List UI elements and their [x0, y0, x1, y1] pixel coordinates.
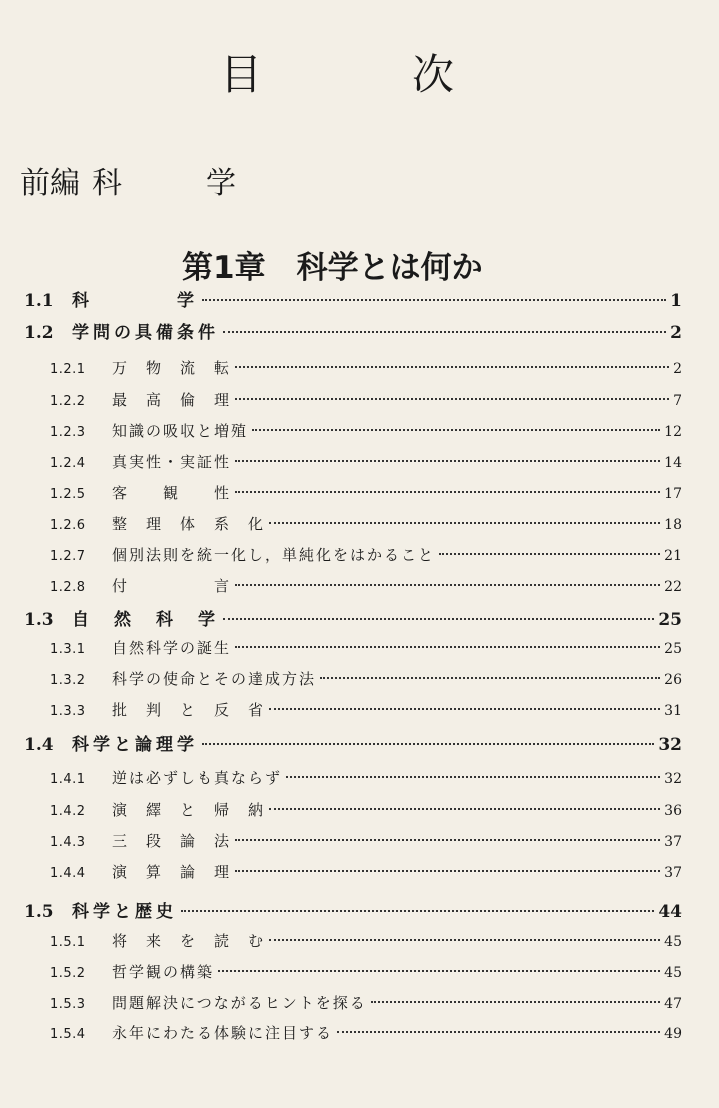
toc-section-entry[interactable] — [24, 605, 682, 635]
entry-label: 科学と歴史 — [72, 902, 177, 922]
toc-subsection-entry[interactable] — [50, 830, 682, 860]
entry-page-number: 1 — [670, 291, 682, 311]
toc-heading-char-1: 目 — [220, 50, 263, 99]
toc-subsection-entry[interactable] — [50, 668, 682, 698]
part-prefix: 前編 — [20, 166, 80, 201]
entry-label: 自然科学の誕生 — [112, 639, 232, 657]
dot-leader — [202, 743, 654, 745]
entry-number: 1.3.2 — [50, 673, 86, 688]
entry-label: 科学と論理学 — [72, 735, 198, 755]
dot-leader — [252, 429, 660, 431]
dot-leader — [337, 1031, 660, 1033]
dot-leader — [235, 646, 660, 648]
entry-label: 万 物 流 転 — [112, 359, 232, 377]
entry-number: 1.5.4 — [50, 1027, 86, 1042]
entry-label: 知識の吸収と増殖 — [112, 422, 249, 440]
dot-leader — [202, 299, 666, 301]
entry-page-number: 31 — [664, 703, 682, 719]
dot-leader — [218, 970, 660, 972]
entry-page-number: 7 — [673, 393, 682, 409]
entry-page-number: 37 — [664, 834, 682, 850]
entry-label: 整 理 体 系 化 — [112, 515, 266, 533]
dot-leader — [286, 776, 660, 778]
entry-label: 自 然 科 学 — [72, 610, 219, 630]
entry-number: 1.4.1 — [50, 772, 86, 787]
entry-page-number: 47 — [664, 996, 682, 1012]
toc-subsection-entry[interactable] — [50, 961, 682, 991]
entry-number: 1.4.2 — [50, 804, 86, 819]
toc-section-entry[interactable] — [24, 730, 682, 760]
entry-number: 1.2.5 — [50, 487, 86, 502]
entry-label: 客 観 性 — [112, 484, 232, 502]
toc-subsection-entry[interactable] — [50, 357, 682, 387]
entry-number: 1.2.6 — [50, 518, 86, 533]
toc-subsection-entry[interactable] — [50, 930, 682, 960]
dot-leader — [439, 553, 660, 555]
entry-label: 永年にわたる体験に注目する — [112, 1024, 334, 1042]
entry-label: 科 学 — [72, 291, 198, 311]
entry-page-number: 37 — [664, 865, 682, 881]
entry-number: 1.4.3 — [50, 835, 86, 850]
entry-number: 1.5 — [24, 902, 54, 922]
toc-section-entry[interactable] — [24, 897, 682, 927]
entry-page-number: 49 — [664, 1026, 682, 1042]
dot-leader — [235, 460, 660, 462]
entry-label: 付 言 — [112, 577, 232, 595]
entry-page-number: 26 — [664, 672, 682, 688]
toc-section-entry[interactable] — [24, 286, 682, 316]
entry-page-number: 17 — [664, 486, 682, 502]
dot-leader — [235, 398, 669, 400]
entry-number: 1.1 — [24, 291, 54, 311]
toc-subsection-entry[interactable] — [50, 389, 682, 419]
entry-page-number: 25 — [658, 610, 682, 630]
entry-page-number: 32 — [664, 771, 682, 787]
entry-page-number: 36 — [664, 803, 682, 819]
entry-label: 三 段 論 法 — [112, 832, 232, 850]
dot-leader — [235, 366, 669, 368]
toc-subsection-entry[interactable] — [50, 799, 682, 829]
dot-leader — [223, 331, 666, 333]
entry-page-number: 14 — [664, 455, 682, 471]
entry-label: 批 判 と 反 省 — [112, 701, 266, 719]
toc-subsection-entry[interactable] — [50, 482, 682, 512]
toc-section-entry[interactable] — [24, 318, 682, 348]
entry-label: 真実性・実証性 — [112, 453, 232, 471]
entry-number: 1.2.8 — [50, 580, 86, 595]
toc-heading-char-2: 次 — [412, 50, 455, 99]
toc-subsection-entry[interactable] — [50, 1022, 682, 1052]
dot-leader — [181, 910, 654, 912]
dot-leader — [235, 839, 660, 841]
entry-label: 個別法則を統一化し，単純化をはかること — [112, 546, 436, 564]
entry-page-number: 2 — [673, 361, 682, 377]
entry-number: 1.3 — [24, 610, 54, 630]
entry-label: 演 繹 と 帰 納 — [112, 801, 266, 819]
dot-leader — [269, 522, 660, 524]
entry-number: 1.2.1 — [50, 362, 86, 377]
entry-page-number: 18 — [664, 517, 682, 533]
part-name-char-2: 学 — [206, 166, 236, 201]
entry-number: 1.2.2 — [50, 394, 86, 409]
toc-subsection-entry[interactable] — [50, 575, 682, 605]
dot-leader — [269, 708, 660, 710]
entry-page-number: 44 — [658, 902, 682, 922]
dot-leader — [371, 1001, 660, 1003]
entry-page-number: 21 — [664, 548, 682, 564]
entry-number: 1.2.3 — [50, 425, 86, 440]
entry-number: 1.5.1 — [50, 935, 86, 950]
entry-number: 1.2.7 — [50, 549, 86, 564]
entry-page-number: 12 — [664, 424, 682, 440]
part-name-char-1: 科 — [92, 166, 122, 201]
dot-leader — [235, 491, 660, 493]
entry-number: 1.2 — [24, 323, 54, 343]
entry-page-number: 25 — [664, 641, 682, 657]
entry-page-number: 32 — [658, 735, 682, 755]
toc-subsection-entry[interactable] — [50, 420, 682, 450]
entry-page-number: 45 — [664, 934, 682, 950]
entry-number: 1.5.3 — [50, 997, 86, 1012]
entry-number: 1.5.2 — [50, 966, 86, 981]
dot-leader — [269, 808, 660, 810]
entry-label: 哲学観の構築 — [112, 963, 215, 981]
toc-subsection-entry[interactable] — [50, 513, 682, 543]
toc-subsection-entry[interactable] — [50, 451, 682, 481]
toc-subsection-entry[interactable] — [50, 544, 682, 574]
toc-subsection-entry[interactable] — [50, 637, 682, 667]
entry-label: 将 来 を 読 む — [112, 932, 266, 950]
dot-leader — [235, 870, 660, 872]
dot-leader — [223, 618, 654, 620]
entry-number: 1.4 — [24, 735, 54, 755]
entry-page-number: 22 — [664, 579, 682, 595]
entry-number: 1.3.1 — [50, 642, 86, 657]
toc-subsection-entry[interactable] — [50, 861, 682, 891]
toc-subsection-entry[interactable] — [50, 699, 682, 729]
entry-label: 問題解決につながるヒントを探る — [112, 994, 367, 1012]
entry-number: 1.2.4 — [50, 456, 86, 471]
entry-page-number: 2 — [670, 323, 682, 343]
entry-label: 学問の具備条件 — [72, 323, 219, 343]
entry-label: 科学の使命とその達成方法 — [112, 670, 317, 688]
entry-number: 1.3.3 — [50, 704, 86, 719]
toc-subsection-entry[interactable] — [50, 992, 682, 1022]
dot-leader — [235, 584, 660, 586]
entry-label: 最 高 倫 理 — [112, 391, 232, 409]
entry-number: 1.4.4 — [50, 866, 86, 881]
entry-label: 逆は必ずしも真ならず — [112, 769, 283, 787]
toc-subsection-entry[interactable] — [50, 767, 682, 797]
chapter-heading: 第1章 科学とは何か — [182, 250, 483, 286]
dot-leader — [269, 939, 660, 941]
entry-page-number: 45 — [664, 965, 682, 981]
entry-label: 演 算 論 理 — [112, 863, 232, 881]
dot-leader — [320, 677, 660, 679]
